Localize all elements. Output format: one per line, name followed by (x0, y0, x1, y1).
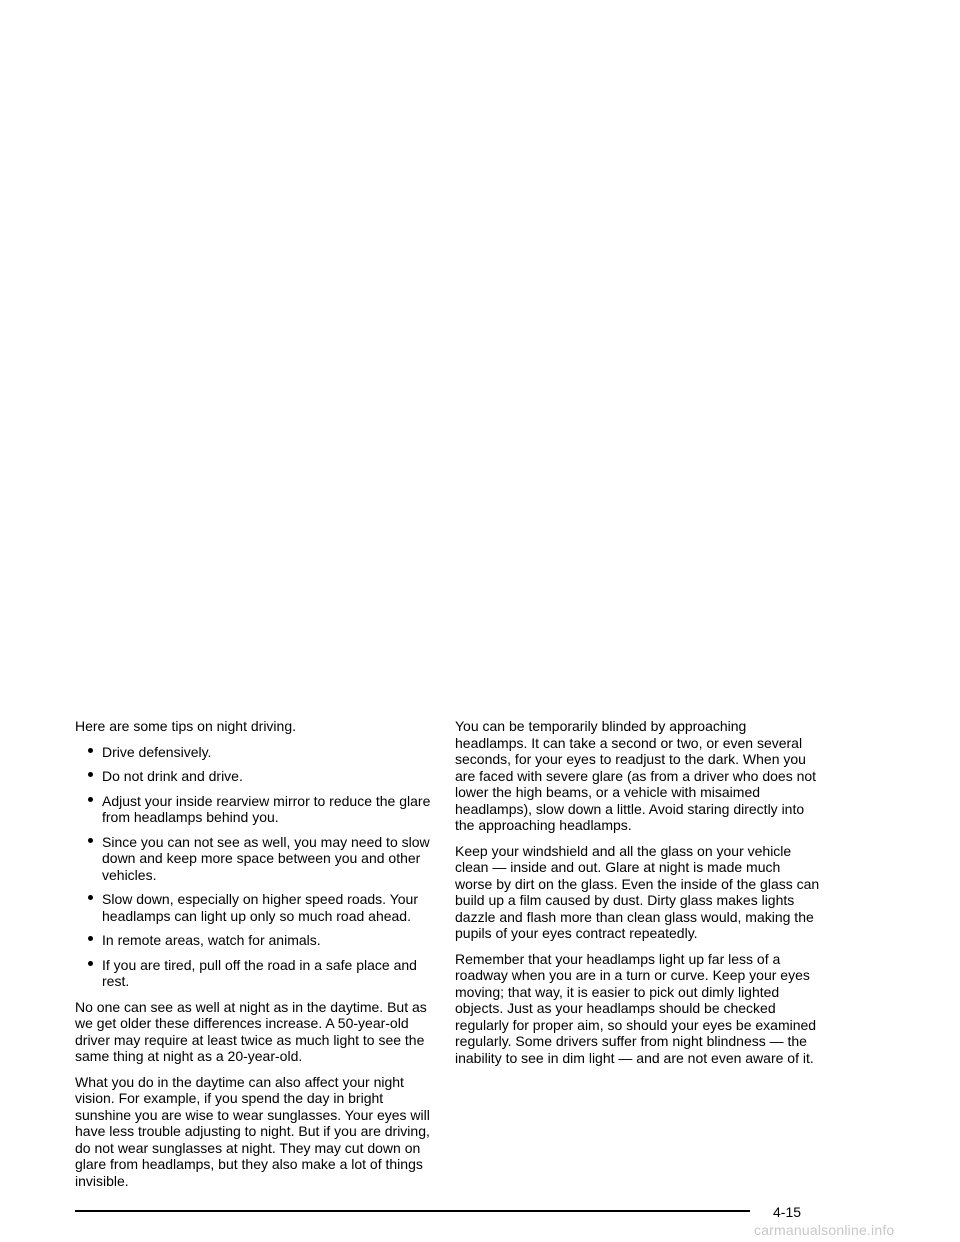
bullet-icon (88, 961, 93, 966)
bullet-icon (88, 748, 93, 753)
body-paragraph: No one can see as well at night as in the daytime. But as we get older these differences increase. A 50-year-old driver may require at least twice as much light to see the same thing at night as a 20-year-old. (75, 998, 427, 1064)
list-item-text: Adjust your inside rearview mirror to reduce the glare from headlamps behind you. (102, 792, 431, 825)
left-column (75, 718, 435, 1198)
list-item-text: Drive defensively. (102, 743, 212, 760)
night-driving-tips-list (75, 744, 435, 990)
body-paragraph: What you do in the daytime can also affect your night vision. For example, if you spend the day in bright sunshine you are wise to wear sunglasses. Your eyes will have less trouble adjusting to night. But if you are driving, do not wear sunglasses at night. They may cut down on glare from headlamps, but they also make a lot of things invisible. (75, 1073, 430, 1189)
list-item (75, 891, 435, 924)
list-item-text: In remote areas, watch for animals. (102, 932, 321, 948)
body-paragraph: Keep your windshield and all the glass on your vehicle clean — inside and out. Glare at night is made much worse by dirt on the glass. Even the inside of the glass can build up a film caused by dust. Dirty glass makes lights dazzle and flash more than clean glass would, making the pupils of your eyes contract repeatedly. (455, 842, 820, 941)
bullet-icon (88, 895, 93, 900)
right-column (455, 718, 820, 1075)
list-item-text: Since you can not see as well, you may need to slow down and keep more space between you and other vehicles. (102, 833, 430, 883)
intro-text: Here are some tips on night driving. (75, 718, 296, 734)
list-item-text: If you are tired, pull off the road in a safe place and rest. (102, 956, 417, 989)
list-item-text: Slow down, especially on higher speed roads. Your headlamps can light up only so much road ahead. (102, 891, 418, 924)
list-item (75, 744, 435, 761)
watermark: carmanualsonline.info (754, 1222, 895, 1238)
list-item-text: Do not drink and drive. (102, 768, 243, 784)
body-paragraph: Remember that your headlamps light up far less of a roadway when you are in a turn or curve. Keep your eyes moving; that way, it is easier to pick out dimly lighted objects. Just as your headlamps should be checked regularly for proper aim, so should your eyes be examined regularly. Some drivers suffer from night blindness — the inability to see in dim light — and are not even aware of it. (455, 950, 817, 1066)
list-item (75, 793, 435, 826)
footer-divider (75, 1210, 750, 1212)
bullet-icon (88, 838, 93, 843)
bullet-icon (88, 797, 93, 802)
list-item (75, 932, 435, 949)
body-paragraph: You can be temporarily blinded by approaching headlamps. It can take a second or two, or even several seconds, for your eyes to readjust to the dark. When you are faced with severe glare (as from a driver who does not lower the high beams, or a vehicle with misaimed headlamps), slow down a little. Avoid staring directly into the approaching headlamps. (455, 718, 817, 833)
page-number: 4-15 (773, 1204, 802, 1220)
list-item (75, 957, 435, 990)
bullet-icon (88, 936, 93, 941)
list-item (75, 768, 435, 785)
bullet-icon (88, 772, 93, 777)
list-item (75, 834, 435, 884)
